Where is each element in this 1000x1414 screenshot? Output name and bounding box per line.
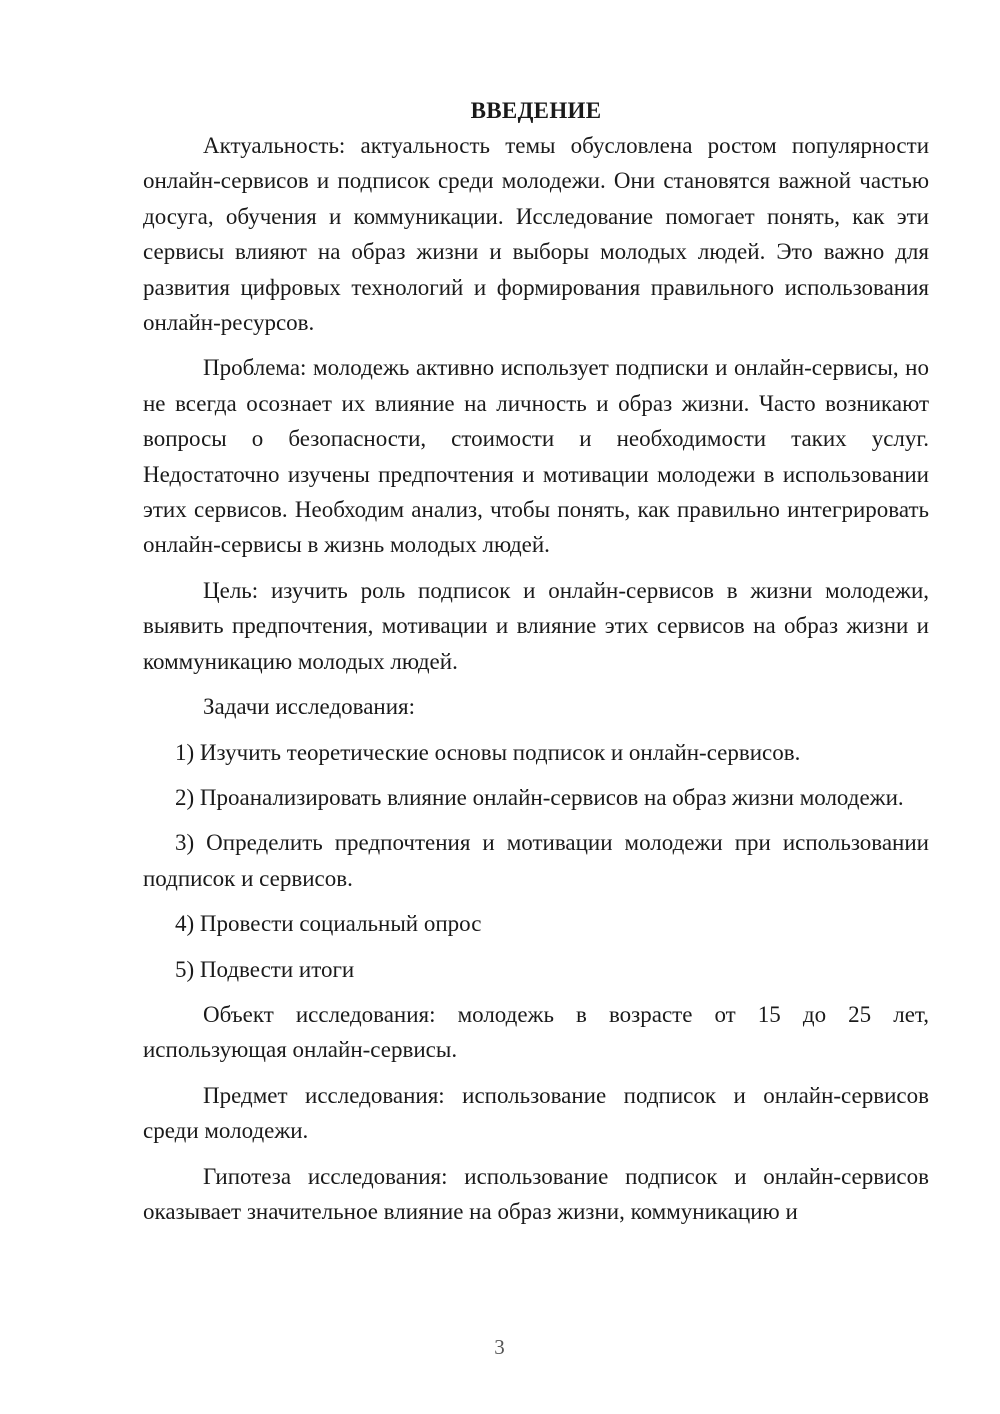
task-item-4: 4) Провести социальный опрос bbox=[175, 911, 482, 937]
task-item-5: 5) Подвести итоги bbox=[175, 956, 355, 982]
paragraph-relevance: Актуальность: актуальность темы обусловлена ростом популярности онлайн-сервисов и подписок среди молодежи. Они становятся важной частью досуга, обучения и коммуникации. Исследование помогает понять, как эти сервисы влияют на образ жизни и выборы молодых людей. Это важно для развития цифровых технологий и формирования правильного использования онлайн-ресурсов. bbox=[143, 133, 929, 336]
page-content bbox=[143, 93, 929, 1229]
paragraph-hypothesis: Гипотеза исследования: использование подписок и онлайн-сервисов оказывает значительное влияние на образ жизни, коммуникацию и bbox=[143, 1163, 929, 1224]
paragraph-problem: Проблема: молодежь активно использует подписки и онлайн-сервисы, но не всегда осознает их влияние на личность и образ жизни. Часто возникают вопросы о безопасности, стоимости и необходимости таких услуг. Недостаточно изучены предпочтения и мотивации молодежи в использовании этих сервисов. Необходим анализ, чтобы понять, как правильно интегрировать онлайн-сервисы в жизнь молодых людей. bbox=[143, 355, 929, 558]
paragraph-subject: Предмет исследования: использование подписок и онлайн-сервисов среди молодежи. bbox=[143, 1082, 929, 1144]
task-item-3: 3) Определить предпочтения и мотивации молодежи при использовании подписок и сервисов. bbox=[143, 830, 929, 891]
section-heading: ВВЕДЕНИЕ bbox=[470, 98, 602, 123]
task-item-2: 2) Проанализировать влияние онлайн-сервисов на образ жизни молодежи. bbox=[175, 784, 904, 810]
paragraph-goal: Цель: изучить роль подписок и онлайн-сервисов в жизни молодежи, выявить предпочтения, мотивации и влияние этих сервисов на образ жизни и коммуникацию молодых людей. bbox=[143, 577, 929, 674]
paragraph-object: Объект исследования: молодежь в возрасте от 15 до 25 лет, использующая онлайн-сервисы. bbox=[143, 1001, 929, 1063]
tasks-title: Задачи исследования: bbox=[203, 694, 416, 720]
task-item-1: 1) Изучить теоретические основы подписок и онлайн-сервисов. bbox=[175, 739, 801, 765]
page-number: 3 bbox=[494, 1335, 506, 1359]
